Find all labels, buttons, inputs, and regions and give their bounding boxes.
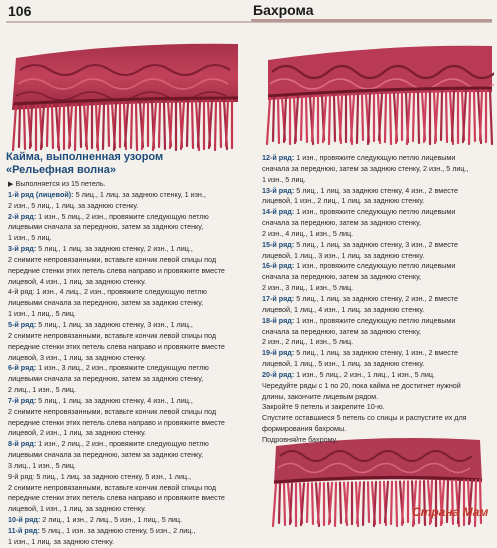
fringe-strand	[52, 105, 53, 148]
row-label: 5-й ряд:	[8, 319, 37, 329]
fringe-strand	[181, 101, 184, 149]
fringe-strand	[396, 482, 397, 526]
fringe-strand	[125, 103, 128, 146]
row-text: 2 изн., 4 лиц., 1 изн., 5 лиц.	[262, 228, 354, 238]
fringe-strand	[80, 104, 81, 147]
row-text: 1 изн., 5 лиц.	[8, 233, 52, 243]
row-text: 2 снимите непровязанными, вставьте кончик левой спицы под	[8, 330, 217, 340]
instruction-line	[8, 374, 225, 385]
fringe-strand	[463, 91, 466, 142]
fringe-strand	[13, 106, 16, 150]
instruction-line	[262, 164, 469, 175]
instruction-line	[8, 190, 225, 201]
row-text: лицевой, 1 изн., 1 лиц. за заднюю стенку.	[8, 504, 146, 514]
fringe-strand	[435, 92, 438, 143]
fringe-strand	[220, 100, 221, 147]
instruction-line	[262, 348, 469, 359]
row-text: лицевыми сначала за переднюю, затем за заднюю стенку,	[8, 222, 204, 232]
fringe-strand	[413, 93, 414, 141]
fringe-strand	[267, 98, 270, 144]
row-text: 1 изн., 3 лиц., 2 изн., провяжите следующую петлю	[36, 363, 209, 373]
fringe-strand	[334, 96, 335, 141]
fringe-strand	[379, 94, 382, 140]
fringe-strand	[164, 102, 165, 149]
row-text: 2 снимите непровязанными, вставьте кончик левой спицы под	[8, 254, 217, 264]
section-heading	[6, 151, 163, 177]
instruction-line	[8, 179, 225, 190]
row-label: 20-й ряд:	[262, 369, 295, 379]
fringe-strand	[307, 483, 308, 522]
row-text: лицевыми сначала за переднюю, затем за заднюю стенку,	[8, 374, 204, 384]
row-text: 4-й ряд: 1 изн., 4 лиц., 2 изн., провяжите следующую петлю	[8, 287, 207, 297]
fringe-strand	[351, 95, 354, 141]
row-text: Спустите оставшиеся 5 петель со спицы и распустите их для	[262, 413, 467, 423]
instruction-line	[262, 370, 469, 381]
fringe-strand	[413, 481, 416, 526]
row-text: 5 лиц., 1 изн. за заднюю стенку, 5 изн., 2 лиц.,	[39, 526, 196, 535]
fringe	[273, 480, 481, 526]
fringe-strand	[131, 103, 132, 148]
row-label: 14-й ряд:	[262, 207, 295, 217]
fringe-strand	[469, 91, 470, 144]
row-label: 7-й ряд:	[8, 395, 37, 405]
page-title: Бахрома	[253, 2, 314, 18]
section-title-line-1: Кайма, выполненная узором	[6, 151, 164, 163]
row-text: 1 изн., провяжите следующую петлю лицевыми	[294, 207, 456, 217]
row-text: 2 изн., 5 лиц., 1 лиц. за заднюю стенку.	[8, 200, 139, 210]
fringe-strand	[24, 106, 25, 149]
instruction-line	[8, 472, 225, 483]
watermark: Страна Мам	[412, 505, 489, 519]
row-text: передние стенки этих петель слева направо и провяжите вместе	[8, 265, 225, 275]
fringe-strand	[480, 90, 482, 140]
row-text: лицевой, 1 лиц., 5 изн., 1 лиц. за заднюю стенку.	[262, 359, 425, 369]
fringe-strand	[301, 97, 302, 140]
fringe-strand	[340, 95, 342, 140]
fringe-strand	[335, 483, 336, 526]
row-text: 5 лиц., 1 лиц. за заднюю стенку, 4 изн., 1 лиц.,	[36, 395, 193, 405]
instruction-line	[8, 298, 225, 309]
row-text: 2 снимите непровязанными, вставьте кончик левой спицы под	[8, 406, 217, 416]
instruction-line	[8, 450, 225, 461]
row-text: 1 изн., 5 лиц., 2 изн., провяжите следующую петлю	[36, 211, 209, 221]
instruction-line	[262, 186, 469, 197]
fringe-strand	[446, 92, 447, 142]
instruction-line	[8, 201, 225, 212]
fringe-strand	[108, 103, 109, 146]
row-text: 5 лиц., 1 лиц. за заднюю стенку, 2 изн., 1 лиц.,	[36, 244, 193, 254]
fringe-strand	[273, 98, 274, 141]
knit-band	[268, 46, 494, 100]
fringe-strand	[441, 92, 442, 140]
fringe-strand	[198, 101, 200, 147]
instruction-line	[262, 261, 469, 272]
instruction-line	[8, 418, 225, 429]
fringe-strand	[273, 484, 276, 526]
row-text: Подровняйте бахрому.	[262, 434, 338, 444]
row-label: 17-й ряд:	[262, 293, 295, 303]
fringe-strand	[187, 101, 188, 146]
instruction-line	[8, 331, 225, 342]
row-text: 2 изн., 3 лиц., 1 изн., 5 лиц.	[262, 283, 354, 293]
instruction-line	[8, 483, 225, 494]
row-text: лицевой, 1 изн., 2 лиц., 1 лиц. за заднюю стенку.	[262, 196, 425, 206]
fringe-strand	[357, 95, 358, 143]
row-text: лицевой, 2 изн., 1 лиц. за заднюю стенку.	[8, 428, 146, 438]
row-text: 1 изн., 1 лиц., 5 лиц.	[8, 309, 76, 319]
row-text: лицевой, 1 лиц., 3 изн., 1 лиц. за заднюю стенку.	[262, 250, 425, 260]
page-number: 106	[8, 3, 32, 19]
row-text: 2 снимите непровязанными, вставьте кончик левой спицы под	[8, 482, 217, 492]
fringe-strand	[318, 483, 320, 523]
instruction-line	[8, 515, 225, 526]
fringe-strand	[69, 104, 72, 148]
row-text: лицевыми сначала за переднюю, затем за заднюю стенку,	[8, 450, 204, 460]
fringe-strand	[357, 482, 360, 523]
fringe-strand	[490, 90, 492, 144]
row-label: 6-й ряд:	[8, 363, 37, 373]
fringe-strand	[192, 101, 193, 148]
row-text: 2 лиц., 1 изн., 5 лиц.	[8, 385, 76, 395]
row-text: 2 лиц., 1 изн., 2 лиц., 5 изн., 1 лиц., 5 лиц.	[40, 515, 183, 525]
row-text: 1 изн., 1 лиц. за заднюю стенку.	[8, 536, 114, 546]
section-title-line-2: «Рельефная волна»	[6, 164, 116, 176]
row-text: Закройте 9 петель и закрепите 10-ю.	[262, 402, 385, 412]
fringe-strand	[103, 104, 104, 149]
fringe-strand	[75, 104, 76, 150]
row-label: 12-й ряд:	[262, 153, 295, 162]
instruction-line	[8, 353, 225, 364]
fringe-strand	[278, 98, 279, 143]
row-text: лицевой, 4 изн., 1 лиц. за заднюю стенку.	[8, 276, 146, 286]
row-label: 1-й ряд (лицевой):	[8, 189, 74, 199]
fringe-strand	[390, 94, 391, 144]
row-text: лицевой, 3 изн., 1 лиц. за заднюю стенку.	[8, 352, 146, 362]
row-label: 13-й ряд:	[262, 185, 295, 195]
row-text: сначала за переднюю, затем за заднюю стенку,	[262, 272, 421, 282]
row-text: ▶ Выполняется из 15 петель.	[8, 179, 106, 188]
fringe-strand	[362, 95, 363, 140]
fringe-strand	[19, 106, 20, 147]
fringe-strand	[368, 482, 369, 522]
instruction-line	[262, 337, 469, 348]
fringe-strand	[418, 93, 419, 143]
knitted-border-photo-2	[262, 38, 494, 146]
row-text: 1 изн., 5 лиц.	[262, 174, 306, 184]
row-text: 1 изн., провяжите следующую петлю лицевыми	[294, 261, 456, 271]
fringe-strand	[41, 105, 44, 149]
fringe-strand	[385, 94, 386, 142]
fringe-strand	[47, 105, 48, 146]
row-text: формирования бахромы.	[262, 424, 347, 434]
fringe-strand	[97, 104, 100, 147]
instruction-line	[8, 277, 225, 288]
row-label: 11-й ряд:	[8, 526, 40, 535]
instruction-line	[262, 381, 469, 392]
fringe-strand	[301, 483, 304, 525]
instruction-line	[262, 251, 469, 262]
row-text: 2 изн., 2 лиц., 1 изн., 5 лиц.	[262, 337, 354, 347]
instruction-line	[262, 435, 469, 446]
instruction-line	[262, 392, 469, 403]
row-text: 5 лиц., 1 лиц. за заднюю стенку, 1 изн., 2 вместе	[294, 348, 458, 358]
fringe-strand	[153, 102, 156, 150]
row-text: Чередуйте ряды с 1 по 20, пока кайма не достигнет нужной	[262, 380, 461, 390]
row-text: 1 изн., 5 лиц., 2 изн., 1 лиц., 1 изн., 5 лиц.	[294, 369, 435, 379]
instruction-line	[8, 493, 225, 504]
fringe-strand	[209, 101, 212, 148]
row-text: передние стенки этих петель слева направо и провяжите вместе	[8, 341, 225, 351]
row-label: 3-й ряд:	[8, 244, 37, 254]
instruction-line	[262, 359, 469, 370]
row-text: 1 изн., 2 лиц., 2 изн., провяжите следующую петлю	[36, 439, 209, 449]
instruction-line	[8, 504, 225, 515]
header-accent-rule	[251, 19, 492, 22]
instructions-left-column	[8, 179, 225, 548]
fringe-strand	[475, 480, 476, 526]
instruction-line	[8, 255, 225, 266]
row-text: 1 изн., провяжите следующую петлю лицевыми	[294, 315, 456, 325]
fringe-strand	[329, 483, 332, 524]
row-text: 5 лиц., 1 лиц. за заднюю стенку, 1 изн.,	[73, 189, 206, 199]
row-text: 3 лиц., 1 изн., 5 лиц.	[8, 460, 76, 470]
row-text: 5 лиц., 1 лиц. за заднюю стенку, 3 изн., 1 лиц.,	[36, 319, 193, 329]
fringe-strand	[312, 483, 313, 524]
fringe-strand	[86, 104, 88, 146]
instruction-line	[8, 320, 225, 331]
row-text: сначала за переднюю, затем за заднюю стенку,	[262, 326, 421, 336]
row-text: 5 лиц., 1 лиц. за заднюю стенку, 3 изн., 2 вместе	[294, 239, 458, 249]
row-label: 10-й ряд:	[8, 515, 41, 525]
knitted-border-photo-1	[2, 40, 240, 152]
instruction-line	[8, 212, 225, 223]
fringe-strand	[284, 484, 285, 525]
instruction-line	[8, 266, 225, 277]
instruction-line	[262, 402, 469, 413]
row-text: сначала за переднюю, затем за заднюю стенку,	[262, 218, 421, 228]
fringe-strand	[329, 96, 330, 144]
instruction-line	[262, 294, 469, 305]
row-label: 15-й ряд:	[262, 239, 295, 249]
row-text: передние стенки этих петель слева направо и провяжите вместе	[8, 493, 225, 503]
instruction-line	[262, 272, 469, 283]
row-text: длины, закончите лицевым рядом.	[262, 391, 379, 401]
instruction-line	[262, 283, 469, 294]
fringe-strand	[306, 97, 307, 142]
instruction-line	[8, 461, 225, 472]
row-label: 8-й ряд:	[8, 439, 37, 449]
fringe-strand	[363, 482, 364, 525]
instruction-line	[262, 316, 469, 327]
instruction-line	[8, 244, 225, 255]
fringe-strand	[295, 97, 298, 143]
fringe-strand	[226, 100, 228, 146]
page-header	[0, 0, 497, 24]
instruction-line	[262, 327, 469, 338]
instructions-right-column	[262, 153, 469, 446]
fringe-strand	[346, 483, 348, 522]
row-text: 5 лиц., 1 лиц. за заднюю стенку, 4 изн., 2 вместе	[294, 185, 458, 195]
row-label: 19-й ряд:	[262, 348, 295, 358]
fringe-strand	[385, 482, 388, 522]
row-label: 2-й ряд:	[8, 211, 37, 221]
instruction-line	[8, 385, 225, 396]
instruction-line	[262, 175, 469, 186]
instruction-line	[8, 537, 225, 548]
instruction-line	[262, 413, 469, 424]
fringe-strand	[58, 105, 60, 147]
instruction-line	[8, 363, 225, 374]
fringe-strand	[279, 484, 280, 523]
row-text: передние стенки этих петель слева направо и провяжите вместе	[8, 417, 225, 427]
instruction-line	[8, 287, 225, 298]
fringe-strand	[323, 96, 326, 142]
row-label: 16-й ряд:	[262, 261, 295, 271]
fringe-strand	[215, 100, 216, 150]
fringe-strand	[474, 91, 475, 141]
instruction-line	[8, 233, 225, 244]
instruction-line	[8, 396, 225, 407]
fringe-strand	[452, 91, 454, 141]
fringe-strand	[407, 93, 410, 144]
row-text: 9-й ряд: 5 лиц., 1 лиц. за заднюю стенку, 5 изн., 1 лиц.,	[8, 471, 191, 481]
instruction-line	[8, 342, 225, 353]
fringe	[267, 90, 492, 144]
instruction-line	[8, 439, 225, 450]
fringe-strand	[391, 482, 392, 524]
instruction-line	[262, 229, 469, 240]
instruction-line	[8, 407, 225, 418]
row-text: 1 изн., провяжите следующую петлю лицевыми	[294, 153, 456, 162]
fringe-strand	[136, 103, 137, 150]
instruction-line	[262, 305, 469, 316]
instruction-line	[8, 428, 225, 439]
instruction-line	[262, 218, 469, 229]
instruction-line	[262, 424, 469, 435]
row-label: 18-й ряд:	[262, 315, 295, 325]
instruction-line	[8, 309, 225, 320]
fringe-strand	[159, 102, 160, 147]
instruction-line	[262, 207, 469, 218]
row-text: лицевыми сначала за переднюю, затем за заднюю стенку,	[8, 298, 204, 308]
row-text: лицевой, 1 лиц., 4 изн., 1 лиц. за заднюю стенку.	[262, 304, 425, 314]
instruction-line	[8, 222, 225, 233]
instruction-line	[262, 196, 469, 207]
instruction-line	[262, 153, 469, 164]
fringe-strand	[340, 483, 341, 523]
row-text: сначала за переднюю, затем за заднюю стенку, 2 изн., 5 лиц.,	[262, 163, 469, 173]
instruction-line	[262, 240, 469, 251]
row-text: 5 лиц., 1 лиц. за заднюю стенку, 2 изн., 2 вместе	[294, 293, 458, 303]
fringe-strand	[312, 96, 314, 141]
